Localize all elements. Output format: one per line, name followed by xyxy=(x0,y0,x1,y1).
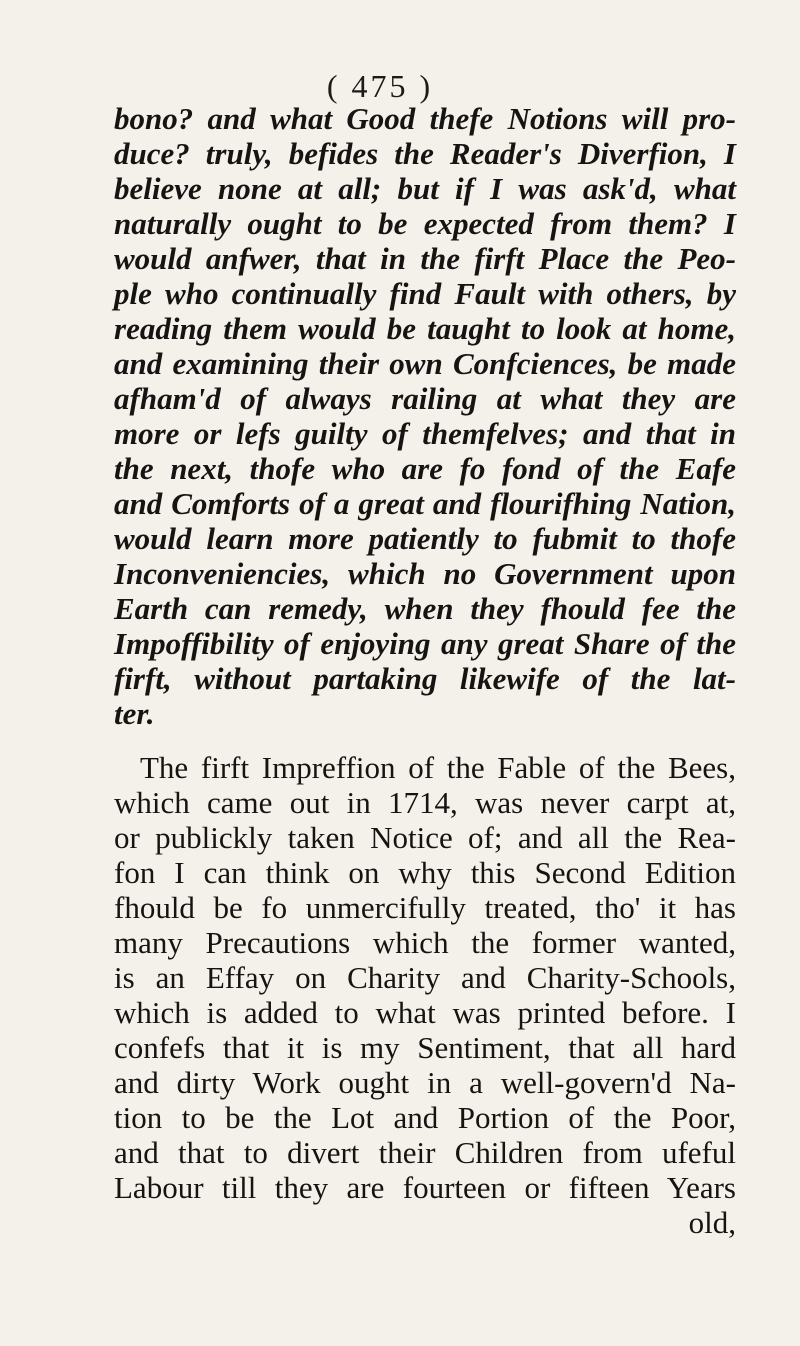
text-line: ple who continually find Fault with others, by xyxy=(114,276,736,311)
text-line: would learn more patiently to fubmit to thofe xyxy=(114,521,736,556)
text-line: and Comforts of a great and flourifhing Nation, xyxy=(114,486,736,521)
text-line: firft, without partaking likewife of the lat- xyxy=(114,661,736,696)
text-line: which came out in 1714, was never carpt at, xyxy=(114,785,736,820)
catchword: old, xyxy=(688,1205,736,1240)
text-line: fhould be fo unmercifully treated, tho' it has xyxy=(114,890,736,925)
text-line: Inconveniencies, which no Government upon xyxy=(114,556,736,591)
text-line: bono? and what Good thefe Notions will pro- xyxy=(114,101,736,136)
text-line: Labour till they are fourteen or fifteen Years xyxy=(114,1170,736,1205)
text-line: many Precautions which the former wanted, xyxy=(114,925,736,960)
text-line: naturally ought to be expected from them? I xyxy=(114,206,736,241)
text-line: or publickly taken Notice of; and all the Rea- xyxy=(114,820,736,855)
text-line: the next, thofe who are fo fond of the Eafe xyxy=(114,451,736,486)
roman-passage xyxy=(114,750,736,1240)
page-number-header: ( 475 ) xyxy=(326,68,434,104)
text-line: which is added to what was printed before. I xyxy=(114,995,736,1030)
text-line: and that to divert their Children from ufeful xyxy=(114,1135,736,1170)
paragraph-first-line: The firft Impreffion of the Fable of the Bees, xyxy=(140,750,736,785)
text-line: and examining their own Confciences, be made xyxy=(114,346,736,381)
text-line: Impoffibility of enjoying any great Share of the xyxy=(114,626,736,661)
text-line: would anfwer, that in the firft Place the Peo- xyxy=(114,241,736,276)
text-line-last: ter. xyxy=(114,696,155,731)
text-line: Earth can remedy, when they fhould fee the xyxy=(114,591,736,626)
text-line: tion to be the Lot and Portion of the Poor, xyxy=(114,1100,736,1135)
text-line: believe none at all; but if I was ask'd, what xyxy=(114,171,736,206)
text-line: is an Effay on Charity and Charity-Schools, xyxy=(114,960,736,995)
text-line: more or lefs guilty of themfelves; and that in xyxy=(114,416,736,451)
italic-passage xyxy=(114,101,736,731)
text-line: afham'd of always railing at what they are xyxy=(114,381,736,416)
text-line: duce? truly, befides the Reader's Diverfion, I xyxy=(114,136,736,171)
text-line: fon I can think on why this Second Edition xyxy=(114,855,736,890)
text-line: confefs that it is my Sentiment, that all hard xyxy=(114,1030,736,1065)
text-line: and dirty Work ought in a well-govern'd Na- xyxy=(114,1065,736,1100)
text-line: reading them would be taught to look at home, xyxy=(114,311,736,346)
